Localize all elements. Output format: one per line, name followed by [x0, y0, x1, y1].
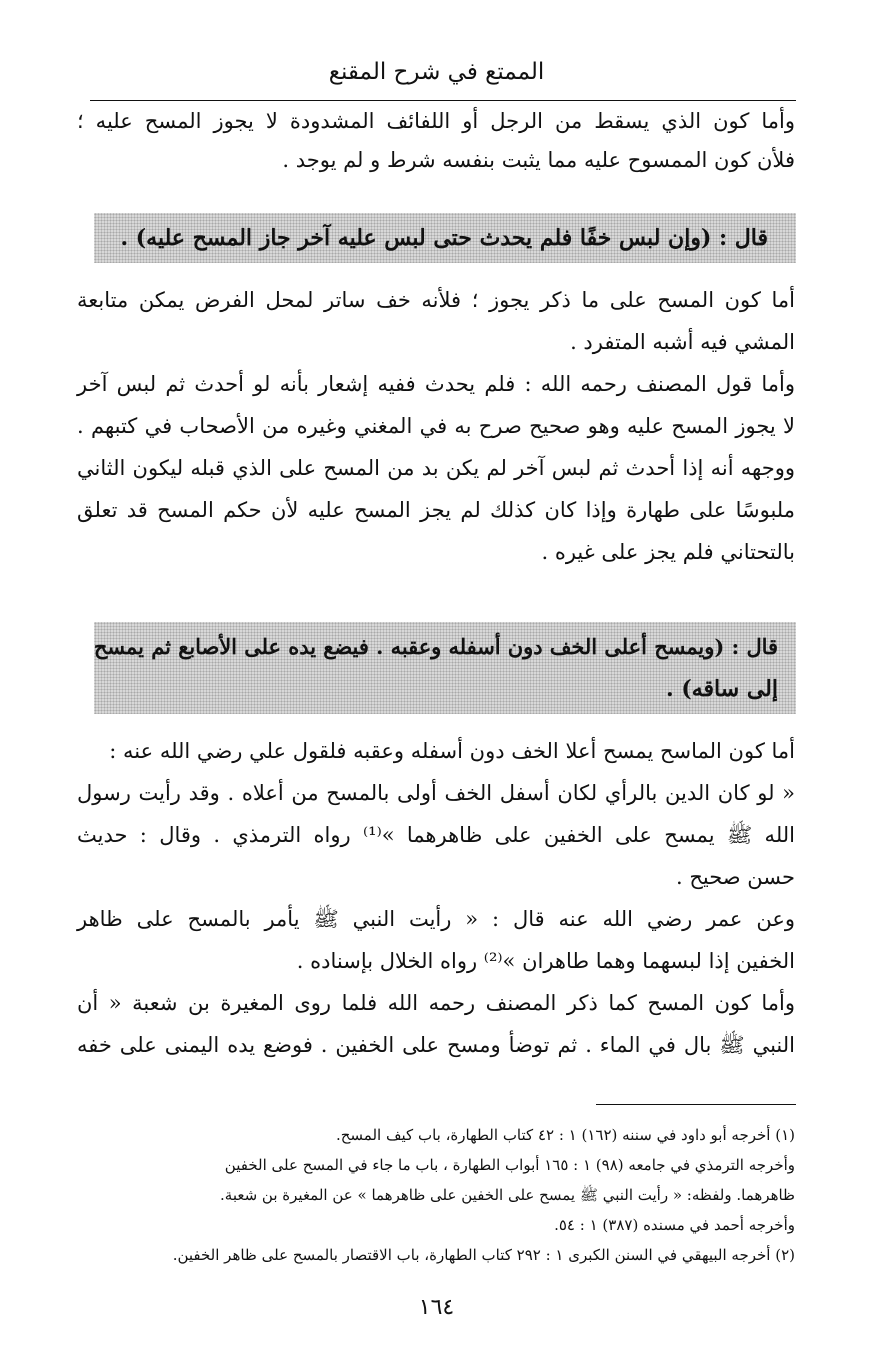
quoted-text-box	[94, 622, 796, 714]
footnote-line: ظاهرهما. ولفظه: « رأيت النبي ﷺ يمسح على الخفين على ظاهرهما » عن المغيرة بن شعبة.	[220, 1186, 795, 1204]
quoted-text-line: قال : (وإن لبس خفًا فلم يحدث حتى لبس عليه آخر جاز المسح عليه) .	[120, 225, 768, 251]
text-line: ملبوسًا على طهارة وإذا كان كذلك لم يجز المسح عليه لأن حكم المسح قد تعلق	[77, 498, 795, 522]
text-line: الخفين إذا لبسهما وهما طاهران »⁽²⁾ رواه الخلال بإسناده .	[296, 949, 795, 973]
text-line: وأما كون الذي يسقط من الرجل أو اللفائف المشدودة لا يجوز المسح عليه ؛	[77, 109, 795, 133]
text-line: الله ﷺ يمسح على الخفين على ظاهرهما »⁽¹⁾ رواه الترمذي . وقال : حديث	[77, 823, 796, 847]
text-line: لا يجوز المسح عليه وهو صحيح صرح به في المغني وغيره من الأصحاب في كتبهم .	[77, 414, 795, 438]
text-line: حسن صحيح .	[675, 865, 795, 889]
quoted-text-line: إلى ساقه) .	[666, 676, 778, 702]
text-line: أما كون الماسح يمسح أعلا الخف دون أسفله وعقبه فلقول علي رضي الله عنه :	[109, 739, 795, 763]
text-line: وعن عمر رضي الله عنه قال : « رأيت النبي ﷺ يأمر بالمسح على ظاهر	[77, 907, 795, 931]
footnote-line: وأخرجه الترمذي في جامعه (٩٨) ١ : ١٦٥ أبواب الطهارة ، باب ما جاء في المسح على الخفين	[224, 1156, 795, 1174]
text-line: « لو كان الدين بالرأي لكان أسفل الخف أولى بالمسح من أعلاه . وقد رأيت رسول	[77, 781, 795, 805]
page-number: ١٦٤	[418, 1295, 455, 1320]
text-line: المشي فيه أشبه المتفرد .	[570, 330, 795, 354]
quoted-text-box	[94, 213, 796, 263]
text-line: وأما كون المسح كما ذكر المصنف رحمه الله فلما روى المغيرة بن شعبة « أن	[77, 991, 795, 1015]
text-line: ووجهه أنه إذا أحدث ثم لبس آخر لم يكن بد من المسح على الذي قبله ليكون الثاني	[77, 456, 795, 480]
text-line: فلأن كون الممسوح عليه مما يثبت بنفسه شرط و لم يوجد .	[282, 148, 795, 172]
footnote-rule	[596, 1104, 796, 1105]
header-rule	[90, 100, 796, 101]
text-line: وأما قول المصنف رحمه الله : فلم يحدث ففيه إشعار بأنه لو أحدث ثم لبس آخر	[77, 372, 795, 396]
text-line: أما كون المسح على ما ذكر يجوز ؛ فلأنه خف ساتر لمحل الفرض يمكن متابعة	[77, 288, 795, 312]
quoted-text-line: قال : (ويمسح أعلى الخف دون أسفله وعقبه . فيضع يده على الأصابع ثم يمسح	[93, 634, 778, 659]
running-header-title: الممتع في شرح المقنع	[328, 59, 545, 85]
footnote-line: (٢) أخرجه البيهقي في السنن الكبرى ١ : ٢٩٢ كتاب الطهارة، باب الاقتصار بالمسح على ظاهر الخفين.	[172, 1246, 795, 1264]
footnote-line: وأخرجه أحمد في مسنده (٣٨٧) ١ : ٥٤.	[554, 1216, 795, 1234]
text-line: النبي ﷺ بال في الماء . ثم توضأ ومسح على الخفين . فوضع يده اليمنى على خفه	[77, 1033, 795, 1057]
text-line: بالتحتاني فلم يجز على غيره .	[541, 540, 795, 564]
footnote-line: (١) أخرجه أبو داود في سننه (١٦٢) ١ : ٤٢ كتاب الطهارة، باب كيف المسح.	[335, 1126, 795, 1144]
